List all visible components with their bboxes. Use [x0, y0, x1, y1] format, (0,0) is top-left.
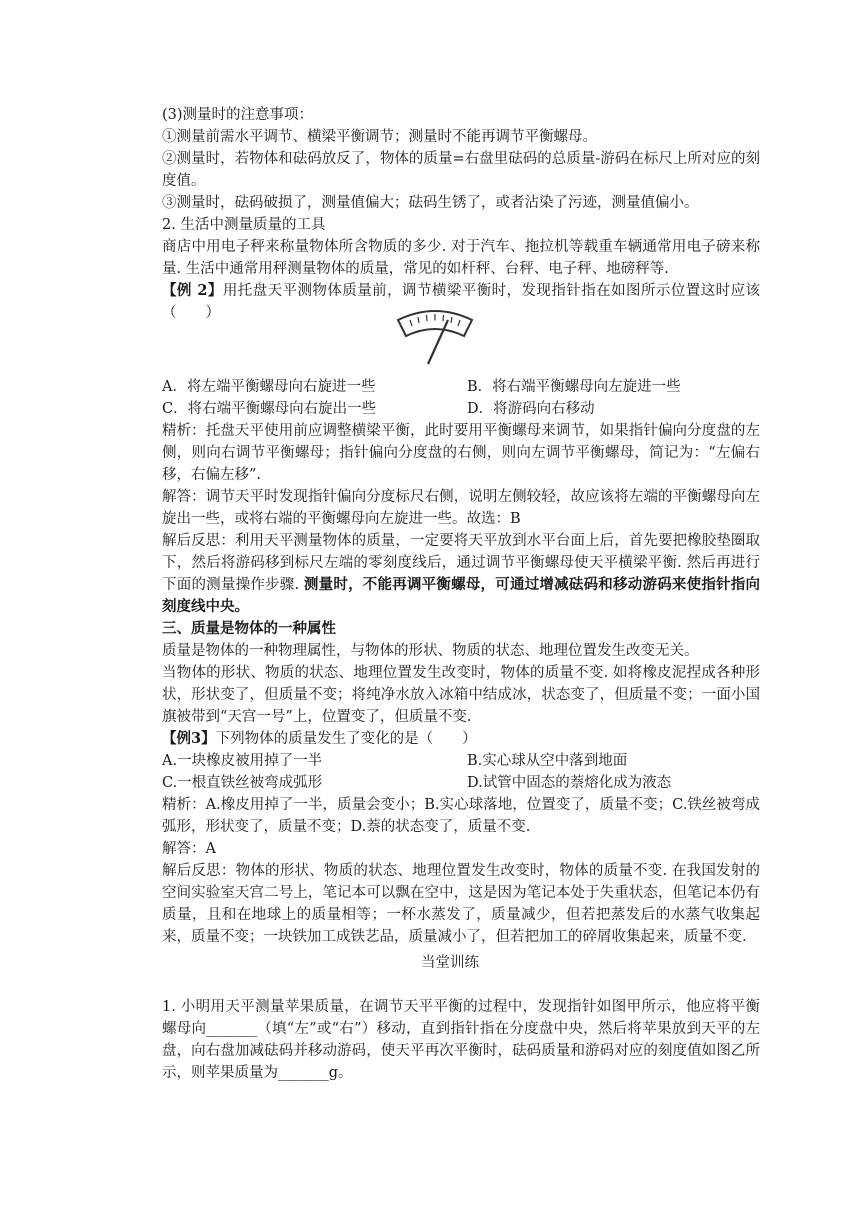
- option-b: B．将右端平衡螺母向左旋进一些: [467, 379, 681, 395]
- note-item-1: ①测量前需水平调节、横梁平衡调节；测量时不能再调节平衡螺母。: [162, 129, 597, 145]
- example-3-reflection: 解后反思：物体的形状、物质的状态、地理位置发生改变时，物体的质量不变. 在我国发射的空间实验室天宫二号上，笔记本可以飘在空中，这是因为笔记本处于失重状态，但笔记本仍有质量，且和在地球上的质量相等；一杯水蒸发了，质量减少，但若把蒸发后的水蒸气收集起来，质量不变；一块铁加工成铁艺品，质量减小了，但若把加工的碎屑收集起来，质量不变.: [162, 863, 760, 945]
- example-2-answer: 解答：调节天平时发现指针偏向分度标尺右侧，说明左侧较轻，故应该将左端的平衡螺母向左旋出一些，或将右端的平衡螺母向左旋进一些。故选：B: [162, 489, 760, 527]
- example-3-answer: 解答：A: [162, 841, 216, 857]
- option-c: C．将右端平衡螺母向右旋出一些: [162, 401, 377, 417]
- example-2-label: 【例 2】: [162, 282, 223, 299]
- ex3-option-d: D.试管中固态的萘熔化成为液态: [467, 775, 672, 791]
- balance-pointer-dial-figure: [392, 306, 478, 368]
- training-question-1: 1. 小明用天平测量苹果质量，在调节天平平衡的过程中，发现指针如图甲所示，他应将平衡螺母向_______（填“左”或“右”）移动，直到指针指在分度盘中央，然后将苹果放到天平的左盘，向右盘加减砝码并移动游码，使天平再次平衡时，砝码质量和游码对应的刻度值如图乙所示，则苹果质量为_______g。: [162, 999, 760, 1081]
- example-2-reflection: [140, 530, 760, 618]
- example-3-label: 【例3】: [162, 730, 216, 747]
- example-2-options: [140, 376, 760, 420]
- example-2-reflection-text: 解后反思：利用天平测量物体的质量，一定要将天平放到水平台面上后，首先要把橡胶垫圈取下，然后将游码移到标尺左端的零刻度线后，通过调节平衡螺母使天平横梁平衡. 然后再进行下面的测量操作步骤.: [162, 533, 760, 593]
- example-3-options-row-1: [140, 750, 760, 772]
- example-2-question-text: 用托盘天平测物体质量前，调节横梁平衡时，发现指针指在如图所示位置这时应该（ ）: [162, 283, 760, 321]
- note-item-3: ③测量时，砝码破损了，测量值偏大；砝码生锈了，或者沾染了污迹，测量值偏小。: [162, 195, 699, 211]
- section-2-title: 2. 生活中测量质量的工具: [162, 217, 326, 233]
- section-three-paragraph-1: 质量是物体的一种物理属性，与物体的形状、物质的状态、地理位置发生改变无关。: [162, 643, 699, 659]
- option-d: D．将游码向右移动: [467, 401, 595, 417]
- example-2-reflection-bold: 测量时，不能再调平衡螺母，可通过增减砝码和移动游码来使指针指向刻度线中央。: [162, 576, 761, 615]
- example-3-options-row-2: [140, 772, 760, 794]
- ex3-option-b: B.实心球从空中落到地面: [467, 753, 628, 769]
- example-3-question-text: 下列物体的质量发生了变化的是（ ）: [215, 731, 477, 747]
- example-2-analysis: 精析：托盘天平使用前应调整横梁平衡，此时要用平衡螺母来调节，如果指针偏向分度盘的左侧，则向右调节平衡螺母；指针偏向分度盘的右侧，则向左调节平衡螺母，简记为：“左偏右移，右偏左移”.: [162, 423, 760, 483]
- ex3-option-a: A.一块橡皮被用掉了一半: [162, 753, 323, 769]
- section-3-notes: [140, 104, 760, 324]
- section-2-paragraph: 商店中用电子秤来称量物体所含物质的多少. 对于汽车、拖拉机等载重车辆通常用电子磅来称量. 生活中通常用秤测量物体的质量，常见的如杆秤、台秤、电子秤、地磅秤等.: [162, 239, 760, 277]
- training-title: 当堂训练: [421, 955, 479, 971]
- option-a: A．将左端平衡螺母向右旋进一些: [162, 379, 376, 395]
- ex3-option-c: C.一根直铁丝被弯成弧形: [162, 775, 323, 791]
- section-3-title: (3)测量时的注意事项：: [162, 107, 314, 123]
- section-three-title: 三、质量是物体的一种属性: [162, 620, 336, 637]
- section-three-paragraph-2: 当物体的形状、物质的状态、地理位置发生改变时，物体的质量不变. 如将橡皮泥捏成各种形状，形状变了，但质量不变；将纯净水放入冰箱中结成冰，状态变了，但质量不变；一面小国旗被带到“天宫一号”上，位置变了，但质量不变.: [162, 665, 760, 725]
- example-3-analysis: 精析：A.橡皮用掉了一半，质量会变小；B.实心球落地，位置变了，质量不变；C.铁丝被弯成弧形，形状变了，质量不变；D.萘的状态变了，质量不变.: [162, 797, 760, 835]
- note-item-2: ②测量时，若物体和砝码放反了，物体的质量=右盘里砝码的总质量-游码在标尺上所对应的刻度值。: [162, 151, 760, 189]
- example-3-question: [140, 728, 760, 750]
- example-2-solution: [140, 420, 760, 1084]
